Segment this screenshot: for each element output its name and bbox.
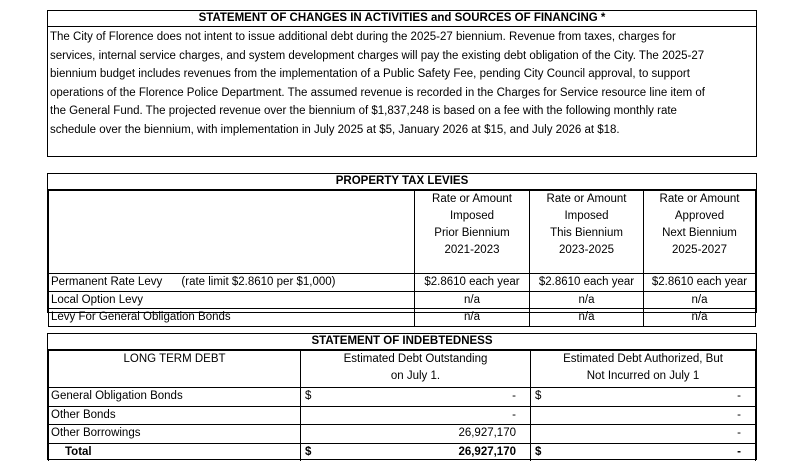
table-row bbox=[49, 291, 756, 309]
col-line: Imposed bbox=[564, 210, 609, 222]
dollar-sign: $ bbox=[305, 445, 312, 458]
statement-line: the General Fund. The projected revenue over the biennium of $1,837,248 is based on a fee with the following monthly rate bbox=[50, 105, 677, 118]
debt-table bbox=[48, 350, 756, 461]
levy-value: $2.8610 each year bbox=[530, 274, 644, 292]
debt-col-long-term: LONG TERM DEBT bbox=[49, 351, 301, 388]
levy-value: n/a bbox=[644, 291, 756, 309]
debt-authorized-cell bbox=[531, 425, 756, 444]
levy-label: Levy For General Obligation Bonds bbox=[49, 309, 415, 327]
levy-label bbox=[49, 274, 415, 292]
total-label: Total bbox=[49, 443, 301, 461]
debt-value: - bbox=[737, 427, 741, 439]
col-line: Prior Biennium bbox=[434, 227, 510, 239]
levy-label: Local Option Levy bbox=[49, 291, 415, 309]
levy-name: Permanent Rate Levy bbox=[51, 276, 163, 288]
indebtedness-section bbox=[47, 333, 757, 460]
debt-authorized-cell bbox=[531, 388, 756, 407]
col-line: Imposed bbox=[449, 210, 495, 222]
debt-title: STATEMENT OF INDEBTEDNESS bbox=[48, 334, 756, 350]
debt-label: Other Borrowings bbox=[49, 425, 301, 444]
debt-outstanding-cell bbox=[301, 406, 531, 425]
debt-value: - bbox=[737, 390, 741, 402]
total-outstanding-cell bbox=[301, 443, 531, 461]
levies-header-blank bbox=[49, 191, 415, 274]
table-row bbox=[49, 406, 756, 425]
levy-value: n/a bbox=[644, 309, 756, 327]
debt-header-row bbox=[49, 351, 756, 388]
statement-line: biennium budget includes revenues from the implementation of a Public Safety Fee, pending City Council approval, to support bbox=[50, 68, 690, 81]
col-line: Not Incurred on July 1 bbox=[586, 370, 700, 382]
table-row bbox=[49, 309, 756, 327]
col-line: Approved bbox=[674, 210, 725, 222]
levies-header-row bbox=[49, 191, 756, 274]
statement-body bbox=[48, 27, 756, 141]
total-value: - bbox=[737, 445, 741, 458]
statement-title: STATEMENT OF CHANGES IN ACTIVITIES and SOURCES OF FINANCING * bbox=[48, 11, 756, 27]
debt-value: 26,927,170 bbox=[458, 427, 516, 439]
property-tax-levies-section bbox=[47, 173, 757, 323]
total-authorized-cell bbox=[531, 443, 756, 461]
debt-value: - bbox=[512, 408, 516, 421]
statement-line: The City of Florence does not intent to issue additional debt during the 2025-27 biennium. Revenue from taxes, charges for bbox=[50, 31, 676, 43]
debt-value: - bbox=[737, 408, 741, 421]
col-line: 2025-2027 bbox=[672, 244, 727, 256]
debt-authorized-cell bbox=[531, 406, 756, 425]
levies-title: PROPERTY TAX LEVIES bbox=[48, 174, 756, 190]
dollar-sign: $ bbox=[305, 390, 312, 402]
dollar-sign: $ bbox=[535, 445, 542, 458]
levies-table bbox=[48, 190, 756, 327]
debt-label: General Obligation Bonds bbox=[49, 388, 301, 407]
levy-note: (rate limit $2.8610 per $1,000) bbox=[181, 276, 336, 288]
total-value: 26,927,170 bbox=[458, 445, 516, 458]
debt-col-authorized bbox=[531, 351, 756, 388]
debt-value: - bbox=[512, 390, 516, 402]
col-line: on July 1. bbox=[390, 370, 441, 382]
levy-value: $2.8610 each year bbox=[644, 274, 756, 292]
total-row bbox=[49, 443, 756, 461]
col-line: Estimated Debt Outstanding bbox=[343, 353, 488, 365]
debt-outstanding-cell bbox=[301, 425, 531, 444]
statement-line: schedule over the biennium, with implementation in July 2025 at $5, January 2026 at $15, and July 2026 at $18. bbox=[50, 123, 620, 136]
col-line: Rate or Amount bbox=[432, 193, 512, 205]
col-line: Next Biennium bbox=[662, 227, 737, 239]
levy-value: n/a bbox=[530, 291, 644, 309]
levy-value: n/a bbox=[530, 309, 644, 327]
col-line: 2023-2025 bbox=[559, 244, 614, 256]
col-line: Estimated Debt Authorized, But bbox=[563, 353, 723, 365]
statement-line: services, internal service charges, and system development charges will pay the existing debt obligation of the City. The 2025-27 bbox=[50, 49, 705, 62]
levies-col-prior bbox=[415, 191, 530, 274]
table-row bbox=[49, 425, 756, 444]
col-line: Rate or Amount bbox=[659, 193, 740, 205]
table-row bbox=[49, 388, 756, 407]
statement-line: operations of the Florence Police Department. The assumed revenue is recorded in the Charges for Service resource line item of bbox=[50, 86, 705, 99]
table-row bbox=[49, 274, 756, 292]
col-line: This Biennium bbox=[550, 227, 623, 239]
debt-label: Other Bonds bbox=[49, 406, 301, 425]
col-line: 2021-2023 bbox=[444, 244, 500, 256]
dollar-sign: $ bbox=[535, 390, 542, 402]
debt-outstanding-cell bbox=[301, 388, 531, 407]
levy-value: n/a bbox=[415, 309, 530, 327]
levy-value: n/a bbox=[415, 291, 530, 309]
statement-of-changes-section bbox=[47, 10, 757, 157]
levies-col-this bbox=[530, 191, 644, 274]
col-line: Rate or Amount bbox=[546, 193, 627, 205]
levies-col-next bbox=[644, 191, 756, 274]
levy-value: $2.8610 each year bbox=[415, 274, 530, 292]
debt-col-outstanding bbox=[301, 351, 531, 388]
